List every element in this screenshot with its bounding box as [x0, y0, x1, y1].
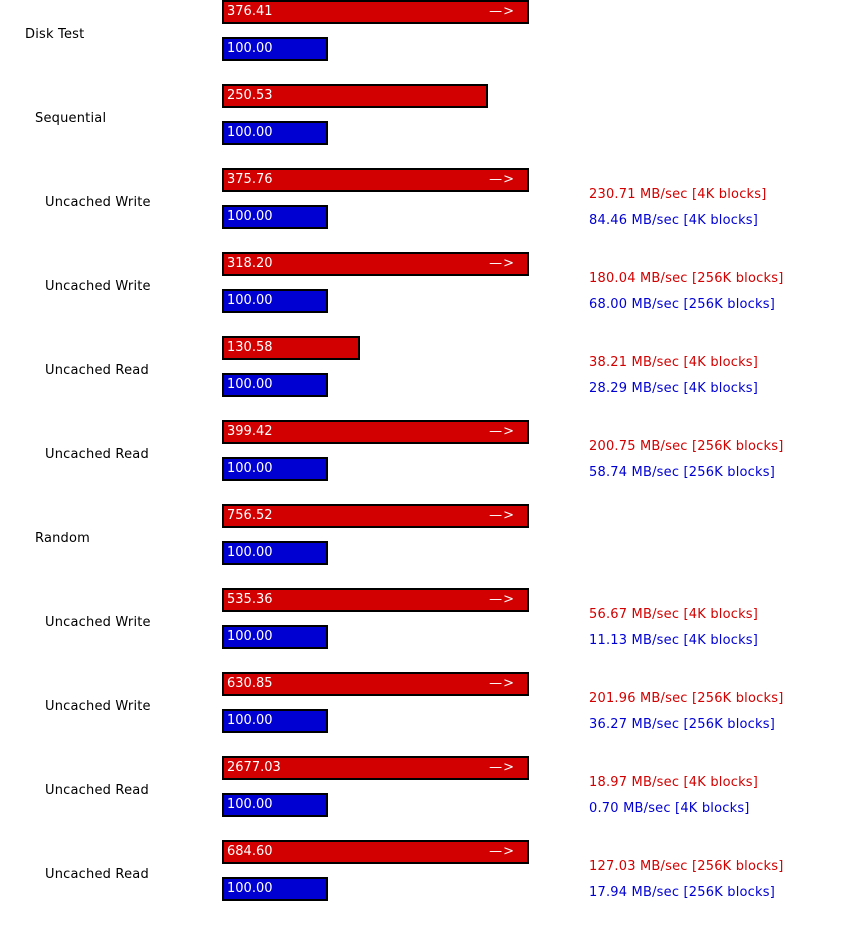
reference-bar [222, 289, 328, 313]
chart-row [0, 760, 844, 848]
chart-row [0, 508, 844, 596]
result-bar [222, 84, 488, 108]
overflow-arrow-icon: —> [489, 760, 515, 775]
reference-bar-value: 100.00 [227, 629, 273, 644]
overflow-arrow-icon: —> [489, 4, 515, 19]
reference-throughput: 0.70 MB/sec [4K blocks] [589, 801, 750, 816]
result-throughput: 38.21 MB/sec [4K blocks] [589, 355, 759, 370]
reference-bar [222, 121, 328, 145]
row-label: Uncached Write [45, 699, 151, 714]
reference-throughput: 17.94 MB/sec [256K blocks] [589, 885, 775, 900]
reference-bar-value: 100.00 [227, 125, 273, 140]
reference-throughput: 84.46 MB/sec [4K blocks] [589, 213, 759, 228]
result-throughput: 201.96 MB/sec [256K blocks] [589, 691, 784, 706]
result-bar-value: 130.58 [227, 340, 273, 355]
reference-bar [222, 793, 328, 817]
reference-bar [222, 625, 328, 649]
result-bar [222, 756, 529, 780]
row-label: Uncached Read [45, 447, 149, 462]
chart-row [0, 844, 844, 932]
result-bar-value: 376.41 [227, 4, 273, 19]
row-label: Random [35, 531, 91, 546]
reference-bar [222, 877, 328, 901]
result-bar-value: 318.20 [227, 256, 273, 271]
result-bar-value: 684.60 [227, 844, 273, 859]
result-bar [222, 168, 529, 192]
reference-bar-value: 100.00 [227, 545, 273, 560]
row-label: Sequential [35, 111, 107, 126]
result-throughput: 230.71 MB/sec [4K blocks] [589, 187, 767, 202]
chart-row [0, 592, 844, 680]
chart-row [0, 676, 844, 764]
overflow-arrow-icon: —> [489, 256, 515, 271]
reference-bar-value: 100.00 [227, 377, 273, 392]
row-label: Uncached Read [45, 783, 149, 798]
reference-throughput: 58.74 MB/sec [256K blocks] [589, 465, 775, 480]
reference-bar [222, 37, 328, 61]
result-bar [222, 504, 529, 528]
chart-row [0, 172, 844, 260]
reference-bar-value: 100.00 [227, 293, 273, 308]
chart-row [0, 424, 844, 512]
reference-bar [222, 205, 328, 229]
reference-bar-value: 100.00 [227, 797, 273, 812]
result-bar [222, 588, 529, 612]
row-label: Uncached Read [45, 867, 149, 882]
result-throughput: 200.75 MB/sec [256K blocks] [589, 439, 784, 454]
row-label: Uncached Write [45, 615, 151, 630]
result-bar-value: 399.42 [227, 424, 273, 439]
result-bar [222, 0, 529, 24]
result-bar-value: 250.53 [227, 88, 273, 103]
chart-row [0, 88, 844, 176]
reference-throughput: 28.29 MB/sec [4K blocks] [589, 381, 759, 396]
result-bar [222, 336, 360, 360]
overflow-arrow-icon: —> [489, 172, 515, 187]
reference-bar-value: 100.00 [227, 209, 273, 224]
row-label: Uncached Write [45, 195, 151, 210]
row-label: Disk Test [25, 27, 85, 42]
result-throughput: 127.03 MB/sec [256K blocks] [589, 859, 784, 874]
reference-bar-value: 100.00 [227, 461, 273, 476]
result-bar [222, 252, 529, 276]
result-bar-value: 756.52 [227, 508, 273, 523]
result-bar-value: 535.36 [227, 592, 273, 607]
reference-throughput: 36.27 MB/sec [256K blocks] [589, 717, 775, 732]
result-throughput: 56.67 MB/sec [4K blocks] [589, 607, 759, 622]
reference-bar [222, 541, 328, 565]
reference-throughput: 68.00 MB/sec [256K blocks] [589, 297, 775, 312]
row-label: Uncached Write [45, 279, 151, 294]
overflow-arrow-icon: —> [489, 424, 515, 439]
reference-bar [222, 709, 328, 733]
reference-bar [222, 373, 328, 397]
result-bar [222, 840, 529, 864]
overflow-arrow-icon: —> [489, 676, 515, 691]
chart-row [0, 4, 844, 92]
result-bar-value: 375.76 [227, 172, 273, 187]
result-bar [222, 672, 529, 696]
overflow-arrow-icon: —> [489, 592, 515, 607]
reference-bar [222, 457, 328, 481]
result-bar-value: 630.85 [227, 676, 273, 691]
result-bar [222, 420, 529, 444]
reference-bar-value: 100.00 [227, 881, 273, 896]
chart-row [0, 340, 844, 428]
overflow-arrow-icon: —> [489, 508, 515, 523]
row-label: Uncached Read [45, 363, 149, 378]
reference-bar-value: 100.00 [227, 713, 273, 728]
result-throughput: 180.04 MB/sec [256K blocks] [589, 271, 784, 286]
chart-row [0, 256, 844, 344]
overflow-arrow-icon: —> [489, 844, 515, 859]
result-bar-value: 2677.03 [227, 760, 281, 775]
reference-bar-value: 100.00 [227, 41, 273, 56]
result-throughput: 18.97 MB/sec [4K blocks] [589, 775, 759, 790]
reference-throughput: 11.13 MB/sec [4K blocks] [589, 633, 759, 648]
